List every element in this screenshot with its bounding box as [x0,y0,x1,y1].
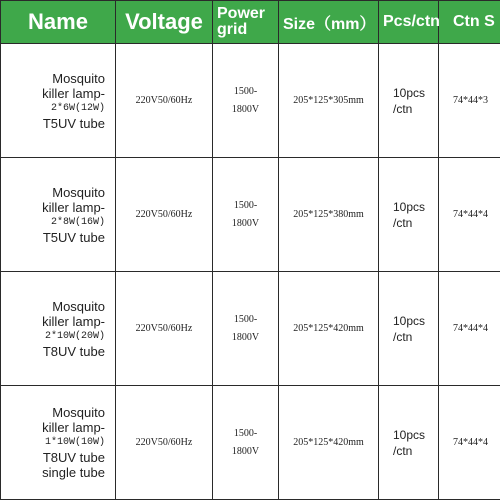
pcs-line: 10pcs [393,313,426,328]
cell-name [1,386,116,500]
header-row [1,1,500,44]
pcs-line: 10pcs [393,85,426,100]
header-size: Size（mm） [279,1,379,44]
cell-size: 205*125*380mm [279,158,379,272]
cell-pcs [379,158,439,272]
pcs-line: 10pcs [393,427,426,442]
header-power-grid [213,1,279,44]
cell-ctn-size: 74*44*3 [439,44,500,158]
table-row [1,44,500,158]
name-line: T8UV tube [42,343,105,359]
grid-line: 1500- [233,427,258,439]
name-line: 1*10W(10W) [44,437,105,448]
grid-line: 1500- [233,199,258,211]
name-line: killer lamp- [42,313,105,329]
name-line: Mosquito [52,405,105,420]
table-row [1,386,500,500]
cell-pcs [379,272,439,386]
cell-size: 205*125*420mm [279,386,379,500]
table-row [1,158,500,272]
name-line: killer lamp- [42,420,105,435]
cell-voltage: 220V50/60Hz [116,158,213,272]
cell-ctn-size: 74*44*4 [439,272,500,386]
cell-ctn-size: 74*44*4 [439,158,500,272]
grid-line: 1800V [231,331,260,343]
name-line: T8UV tube [42,450,105,465]
pcs-line: /ctn [393,329,413,344]
header-power-grid-line1: Power [217,5,266,22]
cell-voltage: 220V50/60Hz [116,272,213,386]
grid-line: 1500- [233,313,258,325]
cell-name [1,44,116,158]
name-line: killer lamp- [42,199,105,215]
grid-line: 1800V [231,217,260,229]
grid-line: 1800V [231,103,260,115]
name-line: T5UV tube [42,115,105,131]
header-voltage: Voltage [116,1,213,44]
grid-line: 1500- [233,85,258,97]
cell-size: 205*125*420mm [279,272,379,386]
cell-ctn-size: 74*44*4 [439,386,500,500]
pcs-line: /ctn [393,101,413,116]
cell-name [1,158,116,272]
cell-size: 205*125*305mm [279,44,379,158]
name-line: 2*10W(20W) [44,330,105,342]
header-name: Name [1,1,116,44]
cell-pcs [379,386,439,500]
name-line: 2*6W(12W) [50,102,105,114]
cell-voltage: 220V50/60Hz [116,386,213,500]
header-ctn-size: Ctn S [439,1,500,44]
cell-power-grid [213,272,279,386]
pcs-line: /ctn [393,215,413,230]
header-power-grid-line2: grid [217,21,248,38]
name-line: killer lamp- [42,85,105,101]
name-line: Mosquito [52,70,105,86]
cell-power-grid [213,386,279,500]
cell-power-grid [213,158,279,272]
name-line: 2*8W(16W) [50,216,105,228]
header-pcs: Pcs/ctn [379,1,439,44]
pcs-line: 10pcs [393,199,426,214]
name-line: single tube [42,465,105,480]
cell-pcs [379,44,439,158]
cell-power-grid [213,44,279,158]
name-line: T5UV tube [42,229,105,245]
cell-voltage: 220V50/60Hz [116,44,213,158]
cell-name [1,272,116,386]
name-line: Mosquito [52,184,105,200]
pcs-line: /ctn [393,443,413,458]
table-row [1,272,500,386]
name-line: Mosquito [52,298,105,314]
grid-line: 1800V [231,445,260,457]
